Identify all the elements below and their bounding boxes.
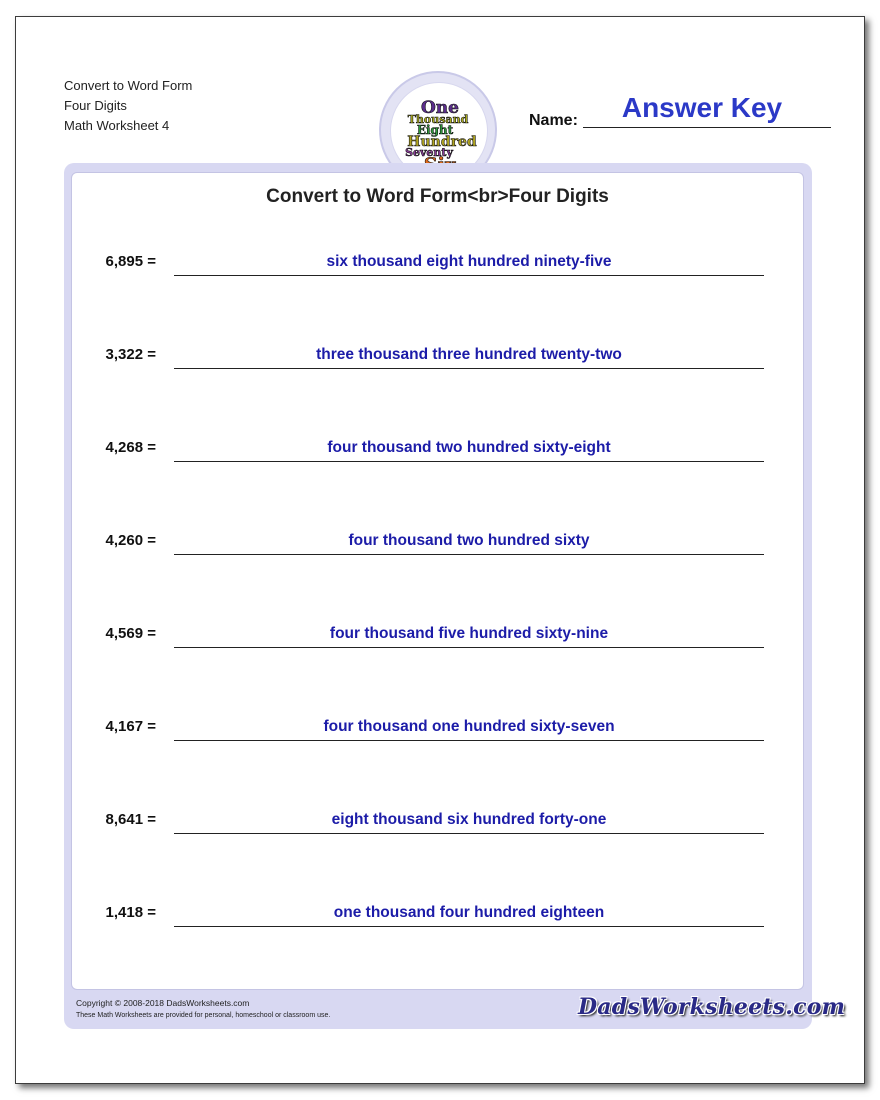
header-worksheet-number: Math Worksheet 4 bbox=[64, 118, 170, 133]
logo-word: Eight bbox=[416, 123, 454, 137]
problem-number: 4,569 = bbox=[105, 625, 156, 642]
worksheet-title: Convert to Word Form<br>Four Digits bbox=[266, 186, 609, 207]
problem-row bbox=[0, 532, 880, 562]
problem-number: 4,268 = bbox=[105, 439, 156, 456]
problem-answer: four thousand two hundred sixty-eight bbox=[327, 439, 611, 456]
name-label: Name: bbox=[529, 112, 578, 129]
problem-answer: four thousand two hundred sixty bbox=[348, 532, 590, 549]
problem-row bbox=[0, 811, 880, 841]
problem-row bbox=[0, 904, 880, 934]
logo-word: One bbox=[421, 98, 459, 118]
problem-number: 3,322 = bbox=[105, 346, 156, 363]
problem-number: 4,260 = bbox=[105, 532, 156, 549]
usage-note: These Math Worksheets are provided for personal, homeschool or classroom use. bbox=[76, 1012, 331, 1019]
problem-row bbox=[0, 439, 880, 469]
problem-answer: six thousand eight hundred ninety-five bbox=[326, 253, 612, 270]
worksheet-header bbox=[64, 76, 192, 136]
answer-key-label: Answer Key bbox=[621, 92, 783, 123]
name-underline bbox=[583, 127, 831, 128]
logo-word: Seventy bbox=[405, 146, 453, 159]
logo-word: Thousand bbox=[407, 113, 469, 126]
copyright-text: Copyright © 2008-2018 DadsWorksheets.com bbox=[76, 998, 250, 1008]
answer-line bbox=[174, 647, 764, 648]
problem-number: 6,895 = bbox=[105, 253, 156, 270]
problem-number: 4,167 = bbox=[105, 718, 156, 735]
answer-line bbox=[174, 368, 764, 369]
answer-line bbox=[174, 833, 764, 834]
answer-line bbox=[174, 275, 764, 276]
answer-line bbox=[174, 740, 764, 741]
problem-row bbox=[0, 346, 880, 376]
problem-row bbox=[0, 253, 880, 283]
answer-line bbox=[174, 926, 764, 927]
problem-answer: four thousand one hundred sixty-seven bbox=[323, 718, 615, 735]
problem-number: 8,641 = bbox=[105, 811, 156, 828]
problem-answer: four thousand five hundred sixty-nine bbox=[329, 625, 609, 642]
answer-line bbox=[174, 461, 764, 462]
problem-answer: three thousand three hundred twenty-two bbox=[316, 346, 622, 363]
header-title: Convert to Word Form bbox=[64, 78, 193, 93]
problem-row bbox=[0, 718, 880, 748]
problem-answer: eight thousand six hundred forty-one bbox=[331, 811, 607, 828]
header-subtitle: Four Digits bbox=[64, 98, 127, 113]
problem-row bbox=[0, 625, 880, 655]
worksheet-panel bbox=[71, 172, 804, 990]
answer-line bbox=[174, 554, 764, 555]
logo-word: Hundred bbox=[407, 134, 477, 150]
dadsworksheets-brand: DadsWorksheets.com bbox=[578, 994, 846, 1020]
problem-answer: one thousand four hundred eighteen bbox=[333, 904, 605, 921]
problem-number: 1,418 = bbox=[105, 904, 156, 921]
